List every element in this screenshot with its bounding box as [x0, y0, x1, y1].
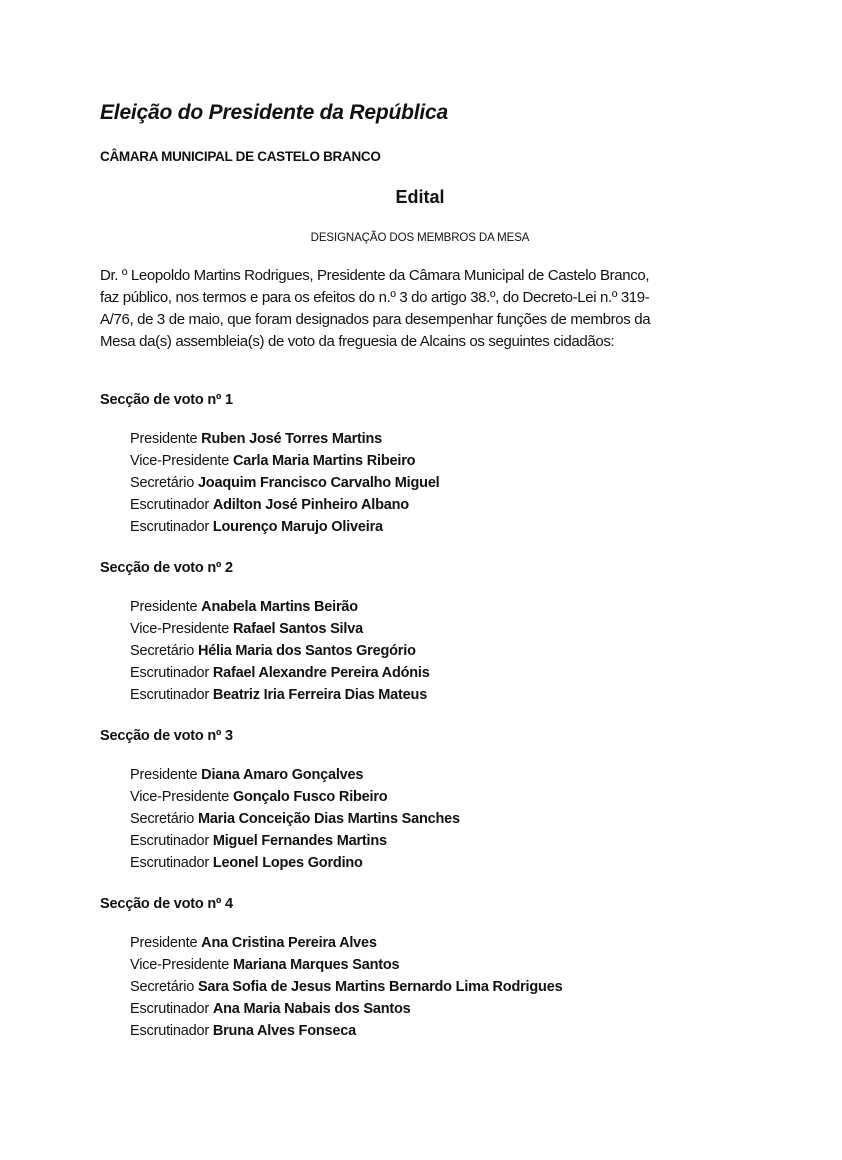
member-name: Mariana Marques Santos: [232, 957, 400, 973]
member-name: Carla Maria Martins Ribeiro: [232, 453, 416, 469]
member-name: Hélia Maria dos Santos Gregório: [197, 643, 416, 659]
member-row: [130, 428, 760, 450]
member-name: Ana Cristina Pereira Alves: [201, 935, 377, 951]
member-name: Maria Conceição Dias Martins Sanches: [197, 811, 460, 827]
member-list: [100, 764, 760, 874]
member-row: [130, 954, 760, 976]
document-heading: Edital: [395, 187, 445, 207]
member-row: [130, 640, 760, 662]
member-name: Sara Sofia de Jesus Martins Bernardo Lima Rodrigues: [197, 979, 563, 995]
member-name: Lourenço Marujo Oliveira: [212, 519, 383, 535]
voting-section: [100, 893, 760, 1042]
member-name: Adilton José Pinheiro Albano: [212, 497, 409, 513]
body-line: A/76, de 3 de maio, que foram designados para desempenhar funções de membros da: [100, 311, 651, 328]
member-role: Escrutinador: [130, 497, 209, 513]
member-role: Escrutinador: [130, 1001, 209, 1017]
member-role: Presidente: [130, 431, 198, 447]
member-name: Ana Maria Nabais dos Santos: [212, 1001, 411, 1017]
body-paragraph: [100, 265, 760, 353]
member-role: Presidente: [130, 599, 198, 615]
member-role: Escrutinador: [130, 833, 209, 849]
voting-section: [100, 725, 760, 874]
member-role: Escrutinador: [130, 855, 209, 871]
member-name: Rafael Alexandre Pereira Adónis: [212, 665, 430, 681]
member-role: Presidente: [130, 767, 198, 783]
voting-section: [100, 557, 760, 706]
document-title: Eleição do Presidente da República: [100, 101, 448, 124]
member-row: [130, 786, 760, 808]
member-role: Vice-Presidente: [130, 453, 230, 469]
member-name: Leonel Lopes Gordino: [212, 855, 363, 871]
member-role: Vice-Presidente: [130, 621, 230, 637]
member-role: Escrutinador: [130, 687, 209, 703]
member-name: Ruben José Torres Martins: [201, 431, 383, 447]
body-line: Dr. º Leopoldo Martins Rodrigues, Presidente da Câmara Municipal de Castelo Branco,: [100, 267, 650, 284]
member-name: Joaquim Francisco Carvalho Miguel: [197, 475, 440, 491]
section-title: Secção de voto nº 2: [100, 560, 233, 576]
member-row: [130, 852, 760, 874]
member-role: Secretário: [130, 979, 195, 995]
member-row: [130, 516, 760, 538]
member-row: [130, 472, 760, 494]
member-list: [100, 932, 760, 1042]
member-row: [130, 596, 760, 618]
member-role: Escrutinador: [130, 1023, 209, 1039]
member-role: Escrutinador: [130, 519, 209, 535]
member-name: Diana Amaro Gonçalves: [201, 767, 364, 783]
document-subtitle: DESIGNAÇÃO DOS MEMBROS DA MESA: [310, 232, 530, 244]
member-role: Secretário: [130, 643, 195, 659]
member-row: [130, 830, 760, 852]
member-row: [130, 764, 760, 786]
member-row: [130, 808, 760, 830]
organization-name: CÂMARA MUNICIPAL DE CASTELO BRANCO: [100, 149, 381, 164]
member-role: Escrutinador: [130, 665, 209, 681]
section-title: Secção de voto nº 3: [100, 728, 233, 744]
member-name: Miguel Fernandes Martins: [212, 833, 387, 849]
member-row: [130, 976, 760, 998]
section-title: Secção de voto nº 1: [100, 392, 233, 408]
member-name: Bruna Alves Fonseca: [212, 1023, 356, 1039]
member-row: [130, 662, 760, 684]
member-role: Presidente: [130, 935, 198, 951]
section-title: Secção de voto nº 4: [100, 896, 233, 912]
member-name: Anabela Martins Beirão: [201, 599, 358, 615]
member-name: Beatriz Iria Ferreira Dias Mateus: [212, 687, 428, 703]
member-row: [130, 1020, 760, 1042]
member-row: [130, 494, 760, 516]
member-name: Gonçalo Fusco Ribeiro: [232, 789, 388, 805]
member-row: [130, 684, 760, 706]
member-row: [130, 932, 760, 954]
member-row: [130, 618, 760, 640]
body-line: faz público, nos termos e para os efeitos do n.º 3 do artigo 38.º, do Decreto-Lei n.º 319-: [100, 289, 650, 306]
member-role: Vice-Presidente: [130, 957, 230, 973]
member-role: Vice-Presidente: [130, 789, 230, 805]
member-role: Secretário: [130, 811, 195, 827]
member-role: Secretário: [130, 475, 195, 491]
member-row: [130, 450, 760, 472]
member-list: [100, 596, 760, 706]
member-name: Rafael Santos Silva: [232, 621, 363, 637]
member-row: [130, 998, 760, 1020]
body-line: Mesa da(s) assembleia(s) de voto da freguesia de Alcains os seguintes cidadãos:: [100, 333, 615, 350]
member-list: [100, 428, 760, 538]
voting-section: [100, 389, 760, 538]
